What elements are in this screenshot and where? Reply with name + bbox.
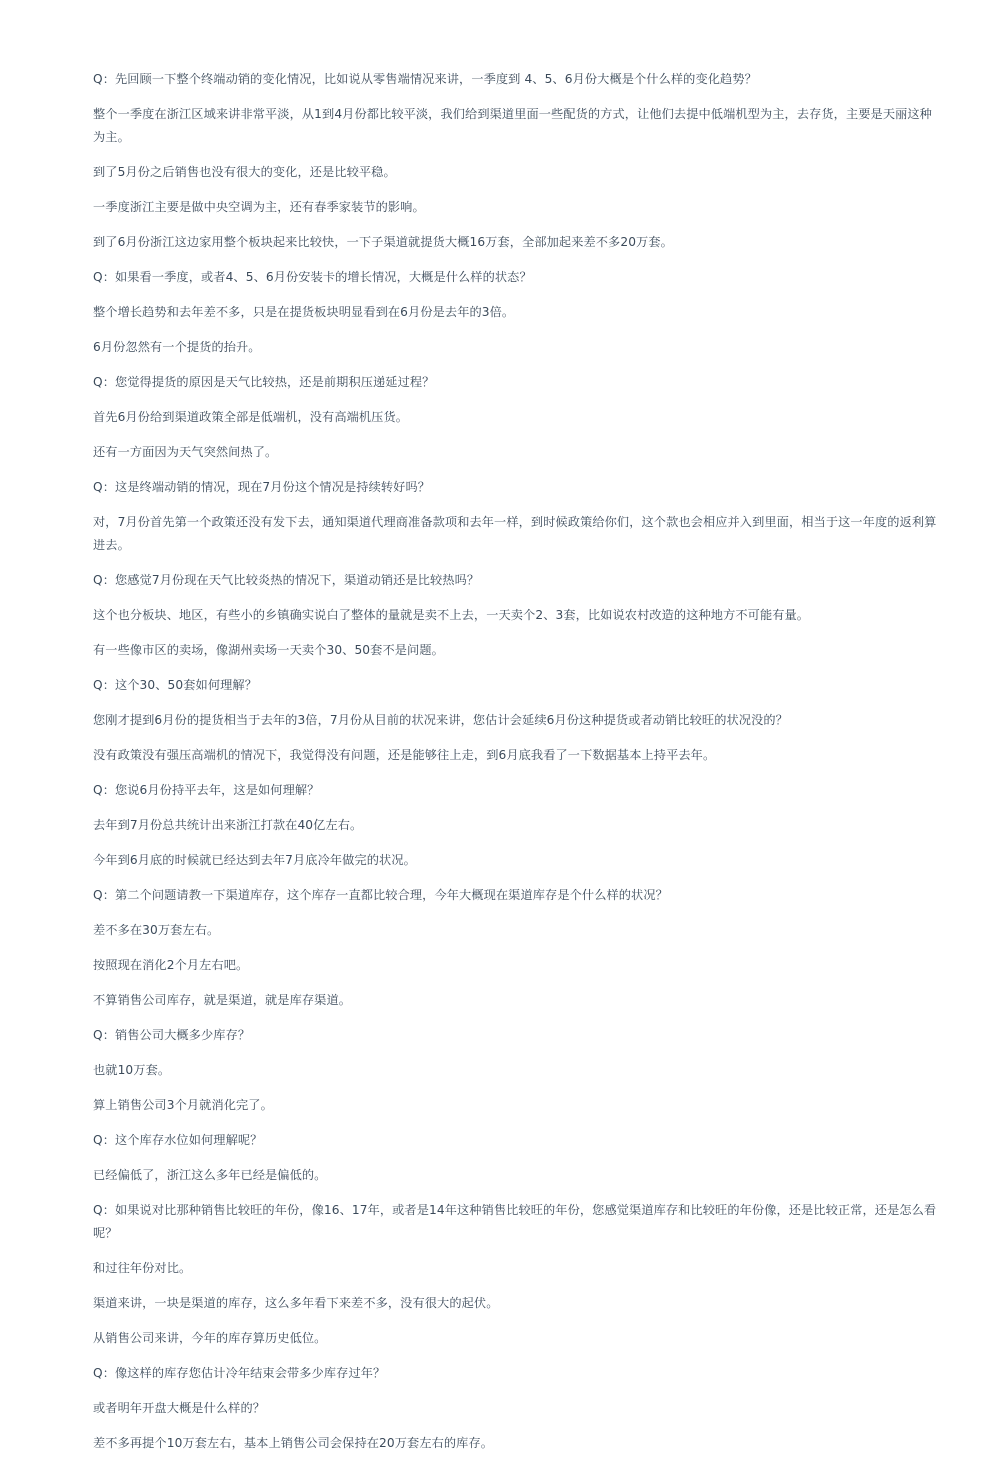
question-paragraph: Q：您觉得提货的原因是天气比较热，还是前期积压递延过程？ xyxy=(93,375,435,389)
answer-paragraph: 没有政策没有强压高端机的情况下，我觉得没有问题，还是能够往上走，到6月底我看了一下数据基本上持平去年。 xyxy=(93,748,716,762)
question-paragraph: Q：像这样的库存您估计冷年结束会带多少库存过年？ xyxy=(93,1366,386,1380)
answer-paragraph: 还有一方面因为天气突然间热了。 xyxy=(93,445,278,459)
question-paragraph: Q：这个30、50套如何理解？ xyxy=(93,678,257,692)
question-paragraph: Q：如果说对比那种销售比较旺的年份，像16、17年，或者是14年这种销售比较旺的年份，您感觉渠道库存和比较旺的年份像，还是比较正常，还是怎么看呢？ xyxy=(93,1203,937,1240)
answer-paragraph: 对，7月份首先第一个政策还没有发下去，通知渠道代理商准备款项和去年一样，到时候政策给你们，这个款也会相应并入到里面，相当于这一年度的返利算进去。 xyxy=(93,515,937,552)
question-paragraph: Q：您说6月份持平去年，这是如何理解？ xyxy=(93,783,320,797)
answer-paragraph: 一季度浙江主要是做中央空调为主，还有春季家装节的影响。 xyxy=(93,200,425,214)
answer-paragraph: 去年到7月份总共统计出来浙江打款在40亿左右。 xyxy=(93,818,363,832)
answer-paragraph: 今年到6月底的时候就已经达到去年7月底冷年做完的状况。 xyxy=(93,853,416,867)
answer-paragraph: 按照现在消化2个月左右吧。 xyxy=(93,958,249,972)
answer-paragraph: 这个也分板块、地区，有些小的乡镇确实说白了整体的量就是卖不上去，一天卖个2、3套，比如说农村改造的这种地方不可能有量。 xyxy=(93,608,810,622)
question-paragraph: Q：第二个问题请教一下渠道库存，这个库存一直都比较合理，今年大概现在渠道库存是个什么样的状况？ xyxy=(93,888,668,902)
question-paragraph: Q：先回顾一下整个终端动销的变化情况，比如说从零售端情况来讲，一季度到 4、5、6月份大概是个什么样的变化趋势？ xyxy=(93,72,757,86)
answer-paragraph: 不算销售公司库存，就是渠道，就是库存渠道。 xyxy=(93,993,352,1007)
answer-paragraph: 从销售公司来讲，今年的库存算历史低位。 xyxy=(93,1331,327,1345)
question-paragraph: 您刚才提到6月份的提货相当于去年的3倍，7月份从目前的状况来讲，您估计会延续6月份这种提货或者动销比较旺的状况没的？ xyxy=(93,713,788,727)
answer-paragraph: 到了6月份浙江这边家用整个板块起来比较快，一下子渠道就提货大概16万套，全部加起来差不多20万套。 xyxy=(93,235,673,249)
answer-paragraph: 渠道来讲，一块是渠道的库存，这么多年看下来差不多，没有很大的起伏。 xyxy=(93,1296,499,1310)
answer-paragraph: 算上销售公司3个月就消化完了。 xyxy=(93,1098,273,1112)
question-paragraph: Q：如果看一季度，或者4、5、6月份安装卡的增长情况，大概是什么样的状态？ xyxy=(93,270,532,284)
answer-paragraph: 首先6月份给到渠道政策全部是低端机，没有高端机压货。 xyxy=(93,410,409,424)
question-paragraph: Q：您感觉7月份现在天气比较炎热的情况下，渠道动销还是比较热吗？ xyxy=(93,573,480,587)
question-paragraph: Q：销售公司大概多少库存？ xyxy=(93,1028,251,1042)
answer-paragraph: 整个增长趋势和去年差不多，只是在提货板块明显看到在6月份是去年的3倍。 xyxy=(93,305,515,319)
answer-paragraph: 和过往年份对比。 xyxy=(93,1261,192,1275)
interview-transcript xyxy=(93,68,941,1467)
answer-paragraph: 差不多在30万套左右。 xyxy=(93,923,220,937)
answer-paragraph: 到了5月份之后销售也没有很大的变化，还是比较平稳。 xyxy=(93,165,396,179)
answer-paragraph: 也就10万套。 xyxy=(93,1063,171,1077)
answer-paragraph: 差不多再提个10万套左右，基本上销售公司会保持在20万套左右的库存。 xyxy=(93,1436,494,1450)
answer-paragraph: 6月份忽然有一个提货的抬升。 xyxy=(93,340,261,354)
answer-paragraph: 已经偏低了，浙江这么多年已经是偏低的。 xyxy=(93,1168,327,1182)
answer-paragraph: 整个一季度在浙江区域来讲非常平淡，从1到4月份都比较平淡，我们给到渠道里面一些配货的方式，让他们去提中低端机型为主，去存货，主要是天丽这种为主。 xyxy=(93,107,932,144)
question-paragraph: 或者明年开盘大概是什么样的？ xyxy=(93,1401,266,1415)
answer-paragraph: 有一些像市区的卖场，像湖州卖场一天卖个30、50套不是问题。 xyxy=(93,643,444,657)
question-paragraph: Q：这个库存水位如何理解呢？ xyxy=(93,1133,263,1147)
question-paragraph: Q：这是终端动销的情况，现在7月份这个情况是持续转好吗？ xyxy=(93,480,431,494)
